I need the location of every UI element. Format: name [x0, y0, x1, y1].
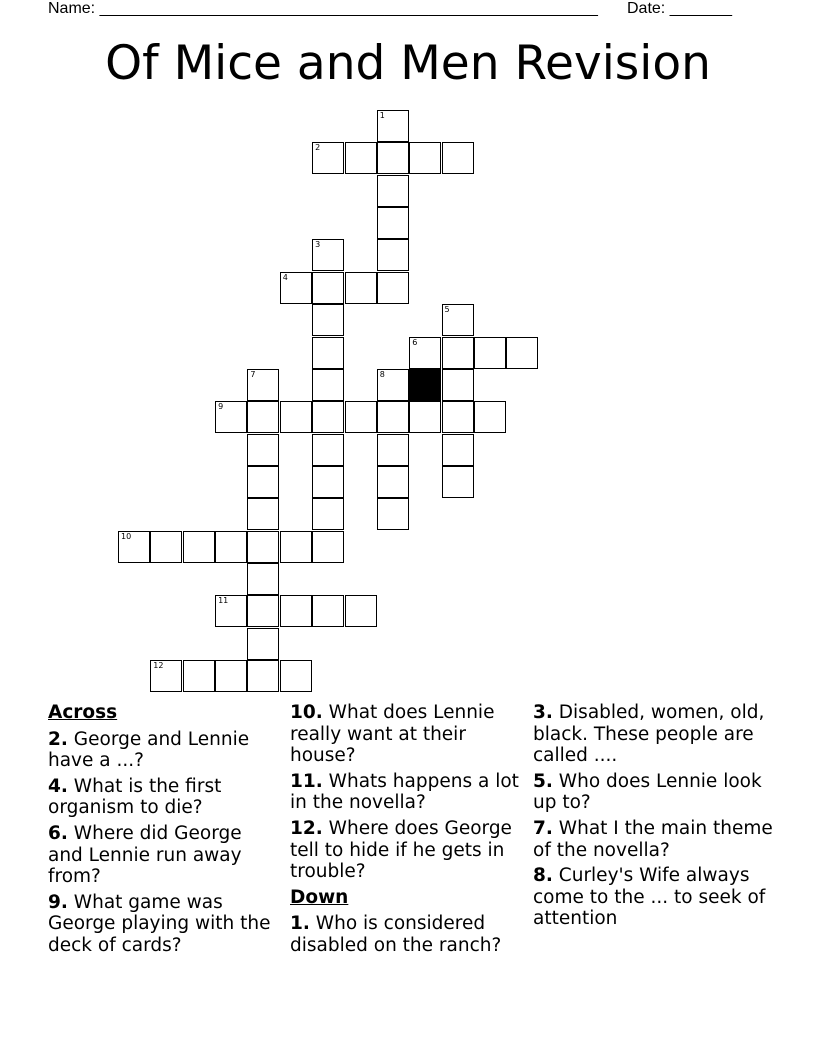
clue-text: Curley's Wife always come to the ... to seek of attention [533, 865, 766, 930]
clue-number: 5. [533, 770, 553, 792]
grid-cell[interactable] [409, 401, 441, 433]
clue-number: 3. [533, 702, 553, 723]
grid-cell[interactable] [247, 595, 279, 627]
grid-cell[interactable] [345, 401, 377, 433]
clue-text: What game was George playing with the deck of cards? [48, 891, 271, 956]
clue-across-2 [48, 729, 280, 772]
clue-text: Who is considered disabled on the ranch? [290, 913, 502, 956]
clue-number-label: 7 [250, 369, 256, 379]
clue-number-label: 4 [282, 272, 288, 282]
clue-down-1 [290, 913, 522, 956]
grid-cell[interactable] [442, 142, 474, 174]
clue-number-label: 6 [412, 337, 418, 347]
grid-cell[interactable] [215, 595, 247, 627]
grid-cell[interactable] [312, 337, 344, 369]
clue-number: 12. [290, 817, 323, 839]
grid-cell[interactable] [247, 628, 279, 660]
grid-cell[interactable] [377, 239, 409, 271]
grid-cell[interactable] [442, 466, 474, 498]
clues-column-1 [48, 702, 280, 961]
clue-number-label: 3 [315, 240, 321, 250]
grid-cell[interactable] [280, 595, 312, 627]
clue-text: George and Lennie have a ...? [48, 728, 250, 772]
grid-cell[interactable] [118, 531, 150, 563]
grid-cell[interactable] [377, 498, 409, 530]
grid-cell[interactable] [377, 369, 409, 401]
grid-cell[interactable] [312, 239, 344, 271]
clue-number: 1. [290, 913, 310, 935]
clue-number-label: 1 [379, 111, 385, 120]
clue-text: What does Lennie really want at their house? [290, 702, 495, 767]
clue-number-label: 9 [218, 402, 224, 412]
grid-cell[interactable] [312, 142, 344, 174]
clue-number-label: 8 [379, 369, 385, 379]
grid-cell[interactable] [409, 142, 441, 174]
clue-across-9 [48, 892, 280, 957]
grid-cell[interactable] [474, 401, 506, 433]
grid-cell[interactable] [280, 531, 312, 563]
grid-cell[interactable] [312, 434, 344, 466]
grid-cell[interactable] [377, 466, 409, 498]
grid-cell[interactable] [442, 401, 474, 433]
clue-across-4 [48, 776, 280, 819]
across-heading: Across [48, 702, 118, 723]
down-heading: Down [290, 886, 349, 908]
grid-cell[interactable] [280, 660, 312, 692]
grid-cell[interactable] [474, 337, 506, 369]
grid-cell[interactable] [247, 660, 279, 692]
grid-cell[interactable] [442, 304, 474, 336]
clue-number: 6. [48, 822, 68, 844]
clue-number: 11. [290, 770, 323, 792]
grid-cell[interactable] [312, 498, 344, 530]
grid-cell[interactable] [312, 466, 344, 498]
clue-number-label: 2 [315, 143, 321, 153]
grid-cell[interactable] [409, 337, 441, 369]
grid-cell[interactable] [312, 272, 344, 304]
clues-column-3 [533, 702, 773, 934]
date-field: Date: _______ [627, 0, 732, 17]
grid-cell[interactable] [312, 369, 344, 401]
clue-text: Who does Lennie look up to? [533, 770, 762, 814]
clue-text: What I the main theme of the novella? [533, 817, 773, 861]
grid-cell[interactable] [377, 110, 409, 142]
grid-cell[interactable] [442, 369, 474, 401]
grid-cell[interactable] [312, 304, 344, 336]
clue-across-6 [48, 823, 280, 888]
name-field: Name: ________________________________________________________ [48, 0, 598, 17]
grid-cell[interactable] [150, 660, 182, 692]
clue-text: What is the first organism to die? [48, 775, 222, 819]
grid-cell[interactable] [345, 595, 377, 627]
grid-cell[interactable] [215, 401, 247, 433]
grid-cell[interactable] [312, 401, 344, 433]
clue-across-11 [290, 771, 522, 814]
clue-number: 2. [48, 728, 68, 750]
grid-cell[interactable] [377, 434, 409, 466]
clue-number: 10. [290, 702, 323, 723]
clue-number-label: 5 [444, 305, 450, 315]
clue-number: 9. [48, 891, 68, 913]
clue-number: 8. [533, 865, 553, 887]
clue-number-label: 12 [153, 661, 164, 670]
clue-text: Where did George and Lennie run away from? [48, 822, 242, 888]
clue-number-label: 11 [218, 596, 229, 606]
grid-cell[interactable] [247, 401, 279, 433]
grid-cell[interactable] [377, 175, 409, 207]
grid-cell[interactable] [312, 595, 344, 627]
black-cell [409, 369, 441, 401]
clue-number-label: 10 [121, 531, 132, 541]
grid-cell[interactable] [247, 434, 279, 466]
grid-cell[interactable] [215, 531, 247, 563]
clue-text: Whats happens a lot in the novella? [290, 770, 519, 814]
grid-cell[interactable] [377, 401, 409, 433]
grid-cell[interactable] [150, 531, 182, 563]
grid-cell[interactable] [247, 531, 279, 563]
clue-down-3 [533, 702, 773, 767]
grid-cell[interactable] [312, 531, 344, 563]
grid-cell[interactable] [377, 207, 409, 239]
clue-down-7 [533, 818, 773, 861]
grid-cell[interactable] [280, 401, 312, 433]
clue-down-8 [533, 865, 773, 930]
clue-down-5 [533, 771, 773, 814]
grid-cell[interactable] [247, 369, 279, 401]
page-title: Of Mice and Men Revision [105, 36, 711, 91]
grid-cell[interactable] [377, 272, 409, 304]
clue-number: 4. [48, 775, 68, 797]
grid-cell[interactable] [345, 142, 377, 174]
grid-cell[interactable] [215, 660, 247, 692]
grid-cell[interactable] [247, 498, 279, 530]
grid-cell[interactable] [183, 531, 215, 563]
grid-cell[interactable] [377, 142, 409, 174]
grid-cell[interactable] [247, 563, 279, 595]
grid-cell[interactable] [247, 466, 279, 498]
clue-text: Where does George tell to hide if he gets in trouble? [290, 817, 512, 883]
clues-column-2 [290, 702, 522, 961]
clue-text: Disabled, women, old, black. These people are called .... [533, 702, 765, 767]
grid-cell[interactable] [442, 434, 474, 466]
clue-number: 7. [533, 817, 553, 839]
grid-cell[interactable] [442, 337, 474, 369]
grid-cell[interactable] [280, 272, 312, 304]
grid-cell[interactable] [506, 337, 538, 369]
grid-cell[interactable] [345, 272, 377, 304]
clue-across-10 [290, 702, 522, 767]
grid-cell[interactable] [183, 660, 215, 692]
clue-across-12 [290, 818, 522, 883]
